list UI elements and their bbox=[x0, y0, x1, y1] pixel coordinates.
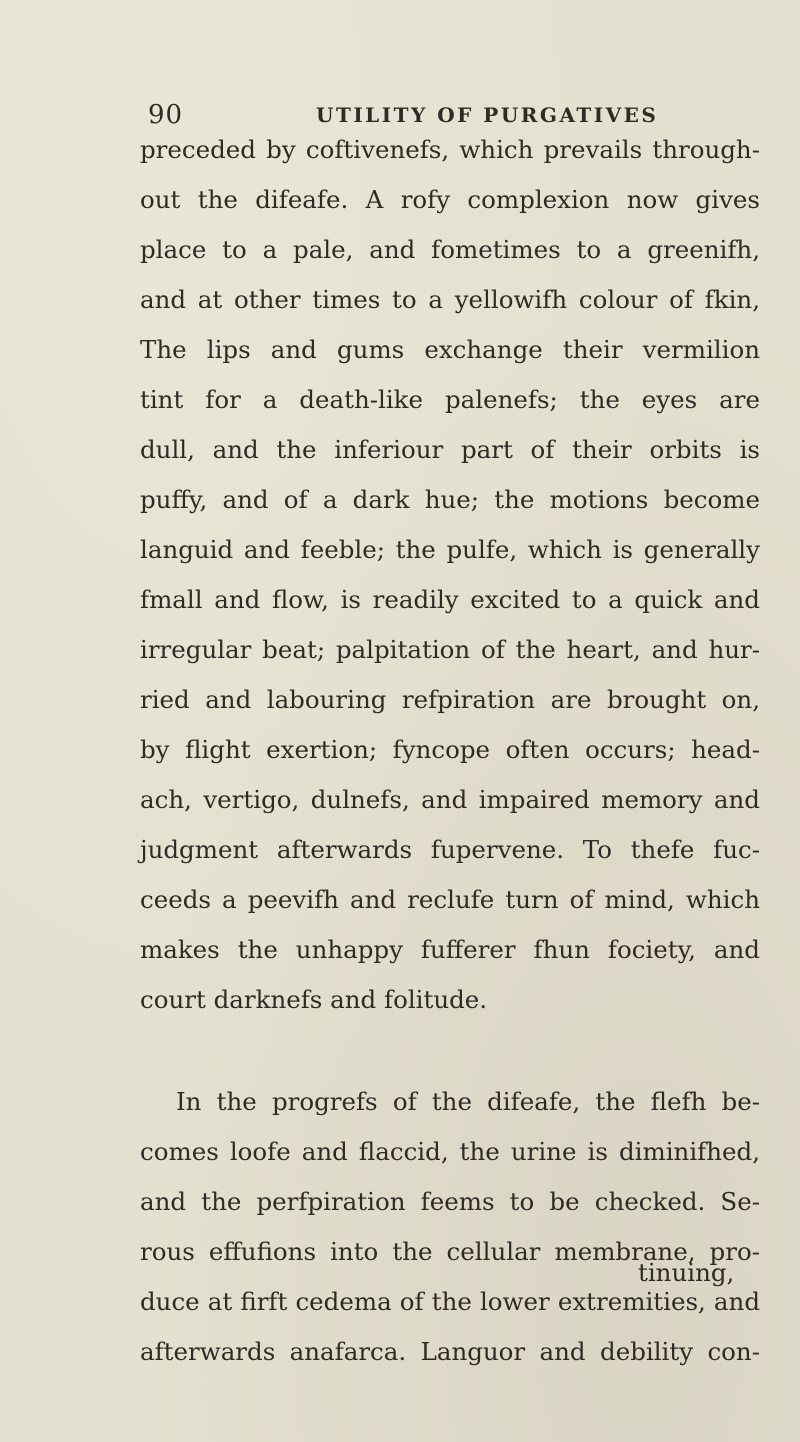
text-line: ach, vertigo, dulnefs, and impaired memory and bbox=[140, 785, 760, 814]
text-line: dull, and the inferiour part of their orbits is bbox=[140, 435, 760, 464]
paragraph-1 bbox=[140, 125, 760, 1025]
text-line: judgment afterwards fupervene. To thefe fuc- bbox=[140, 835, 760, 864]
paragraph-2 bbox=[140, 1077, 760, 1377]
text-line: and the perfpiration feems to be checked. Se- bbox=[140, 1187, 760, 1216]
text-line: ceeds a peevifh and reclufe turn of mind, which bbox=[140, 885, 760, 914]
text-line: rous effufions into the cellular membrane, pro- bbox=[140, 1237, 760, 1266]
text-line: preceded by coftivenefs, which prevails through- bbox=[140, 135, 760, 164]
text-line: out the difeafe. A rofy complexion now gives bbox=[140, 185, 760, 214]
text-line: In the progrefs of the difeafe, the flefh be- bbox=[176, 1087, 760, 1116]
running-title: UTILITY OF PURGATIVES bbox=[316, 103, 659, 127]
text-line: makes the unhappy fufferer fhun fociety, and bbox=[140, 935, 760, 964]
text-line: by flight exertion; fyncope often occurs; head- bbox=[140, 735, 760, 764]
text-line: puffy, and of a dark hue; the motions become bbox=[140, 485, 760, 514]
text-line: afterwards anafarca. Languor and debility con- bbox=[140, 1337, 760, 1366]
text-line: irregular beat; palpitation of the heart, and hur- bbox=[140, 635, 760, 664]
text-line: ried and labouring refpiration are brought on, bbox=[140, 685, 760, 714]
catchword: tinuing, bbox=[638, 1258, 735, 1287]
text-line: fmall and flow, is readily excited to a quick and bbox=[140, 585, 760, 614]
text-line: place to a pale, and fometimes to a greenifh, bbox=[140, 235, 760, 264]
text-line: court darknefs and folitude. bbox=[140, 985, 488, 1014]
text-line: The lips and gums exchange their vermilion bbox=[140, 335, 760, 364]
text-line: and at other times to a yellowifh colour of fkin, bbox=[140, 285, 760, 314]
text-line: duce at firft cedema of the lower extremities, and bbox=[140, 1287, 760, 1316]
body-text bbox=[140, 125, 760, 1377]
text-line: comes loofe and flaccid, the urine is diminifhed, bbox=[140, 1137, 760, 1166]
text-line: languid and feeble; the pulfe, which is generally bbox=[140, 535, 760, 564]
text-line: tint for a death-like palenefs; the eyes are bbox=[140, 385, 760, 414]
page-number: 90 bbox=[148, 100, 184, 130]
